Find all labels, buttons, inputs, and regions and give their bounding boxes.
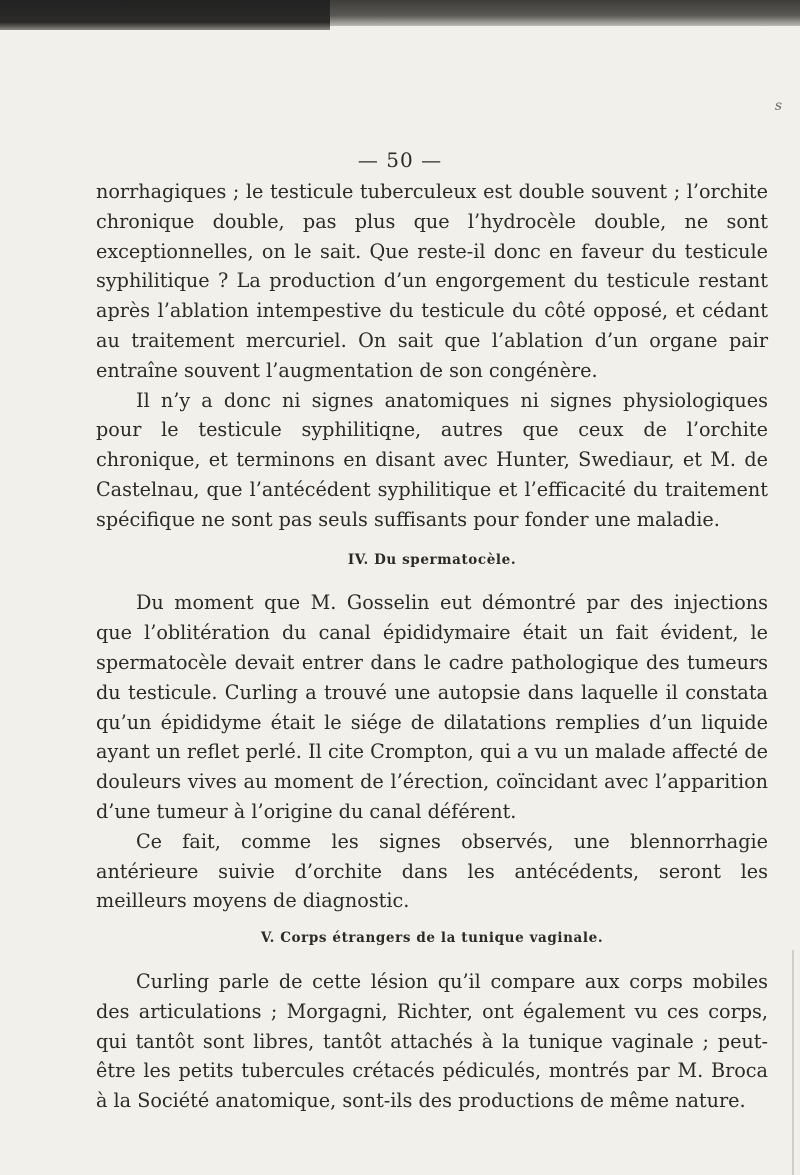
body-text xyxy=(96,177,768,1116)
margin-mark: s xyxy=(774,98,782,114)
page-edge-line xyxy=(792,950,794,1175)
page-number: — 50 — xyxy=(357,148,443,172)
paragraph-conclusion: Il n’y a donc ni signes anatomiques ni signes physiologiques pour le testicule syphilitiqne, autres que ceux de l’orchite chronique, et terminons en disant avec Hunter, Swediaur, et M. de Castelnau, que l’antécédent syphilitique et l’efficacité du traitement spécifique ne sont pas seuls suffisants pour fonder une maladie. xyxy=(96,388,768,531)
paragraph-diagnosis: Ce fait, comme les signes observés, une blennorrhagie antérieure suivie d’orchite dans les antécédents, seront les meilleurs moyens de diagnostic. xyxy=(96,829,768,913)
scan-edge-dark xyxy=(0,0,330,30)
section-heading-foreign-bodies: V. Corps étrangers de la tunique vaginale. xyxy=(260,930,604,947)
paragraph-continuation: norrhagiques ; le testicule tuberculeux est double souvent ; l’orchite chronique double, pas plus que l’hydrocèle double, ne sont exceptionnelles, on le sait. Que reste-il donc en faveur du testicule syphilitique ? La production d’un engorgement du testicule restant après l’ablation intempestive du testicule du côté opposé, et cédant au traitement mercuriel. On sait que l’ablation d’un organe pair entraîne souvent l’augmentation de son congénère. xyxy=(96,180,768,382)
paragraph-spermatocele: Du moment que M. Gosselin eut démontré par des injections que l’oblitération du canal épididymaire était un fait évident, le spermatocèle devait entrer dans le cadre pathologique des tumeurs du testicule. Curling a trouvé une autopsie dans laquelle il constata qu’un épididyme était le siége de dilatations remplies d’un liquide ayant un reflet perlé. Il cite Crompton, qui a vu un malade affecté de douleurs vives au moment de l’érection, coïncidant avec l’apparition d’une tumeur à l’origine du canal déférent. xyxy=(96,591,768,823)
section-heading-spermatocele: IV. Du spermatocèle. xyxy=(347,551,517,568)
paragraph-foreign-bodies: Curling parle de cette lésion qu’il compare aux corps mobiles des articulations ; Morgagni, Richter, ont également vu ces corps, qui tantôt sont libres, tantôt attachés à la tunique vaginale ; peut-être les petits tubercules crétacés pédiculés, montrés par M. Broca à la Société anatomique, sont-ils des productions de même nature. xyxy=(96,969,768,1113)
